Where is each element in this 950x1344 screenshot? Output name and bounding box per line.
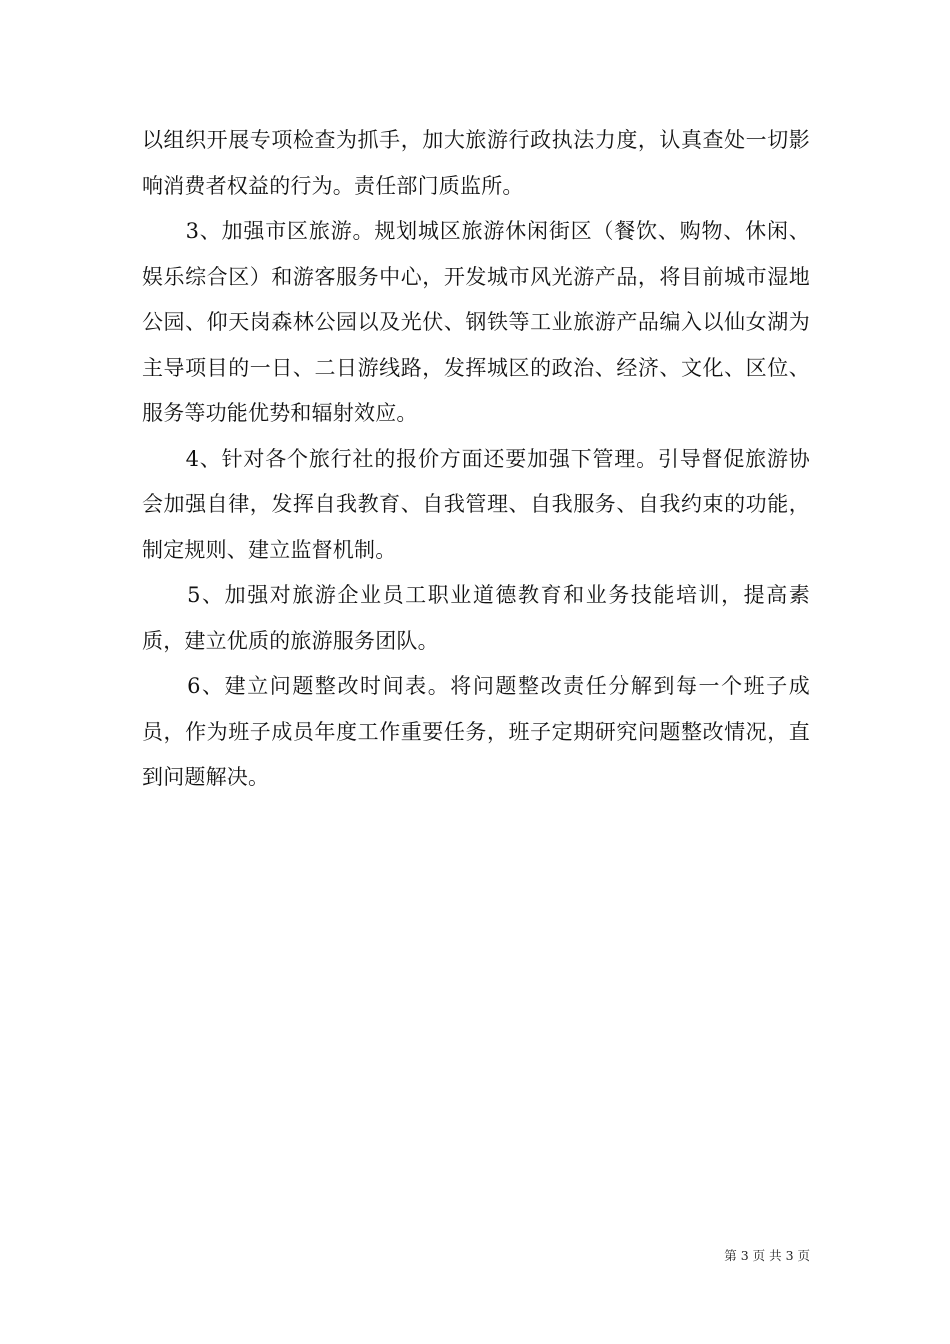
page-number-footer: 第 3 页 共 3 页 <box>724 1248 810 1263</box>
paragraph-item-6: 6、建立问题整改时间表。将问题整改责任分解到每一个班子成员，作为班子成员年度工作重要任务，班子定期研究问题整改情况，直到问题解决。 <box>142 674 810 789</box>
paragraph-continuation: 以组织开展专项检查为抓手，加大旅游行政执法力度，认真查处一切影响消费者权益的行为。责任部门质监所。 <box>142 128 810 198</box>
paragraph-item-4: 4、针对各个旅行社的报价方面还要加强下管理。引导督促旅游协会加强自律，发挥自我教育、自我管理、自我服务、自我约束的功能，制定规则、建立监督机制。 <box>142 446 810 562</box>
paragraph-item-5: 5、加强对旅游企业员工职业道德教育和业务技能培训，提高素质，建立优质的旅游服务团队。 <box>142 583 810 653</box>
document-body <box>142 118 810 801</box>
paragraph-item-3: 3、加强市区旅游。规划城区旅游休闲街区（餐饮、购物、休闲、娱乐综合区）和游客服务中心，开发城市风光游产品，将目前城市湿地公园、仰天岗森林公园以及光伏、钢铁等工业旅游产品编入以仙女湖为主导项目的一日、二日游线路，发挥城区的政治、经济、文化、区位、服务等功能优势和辐射效应。 <box>142 219 810 425</box>
